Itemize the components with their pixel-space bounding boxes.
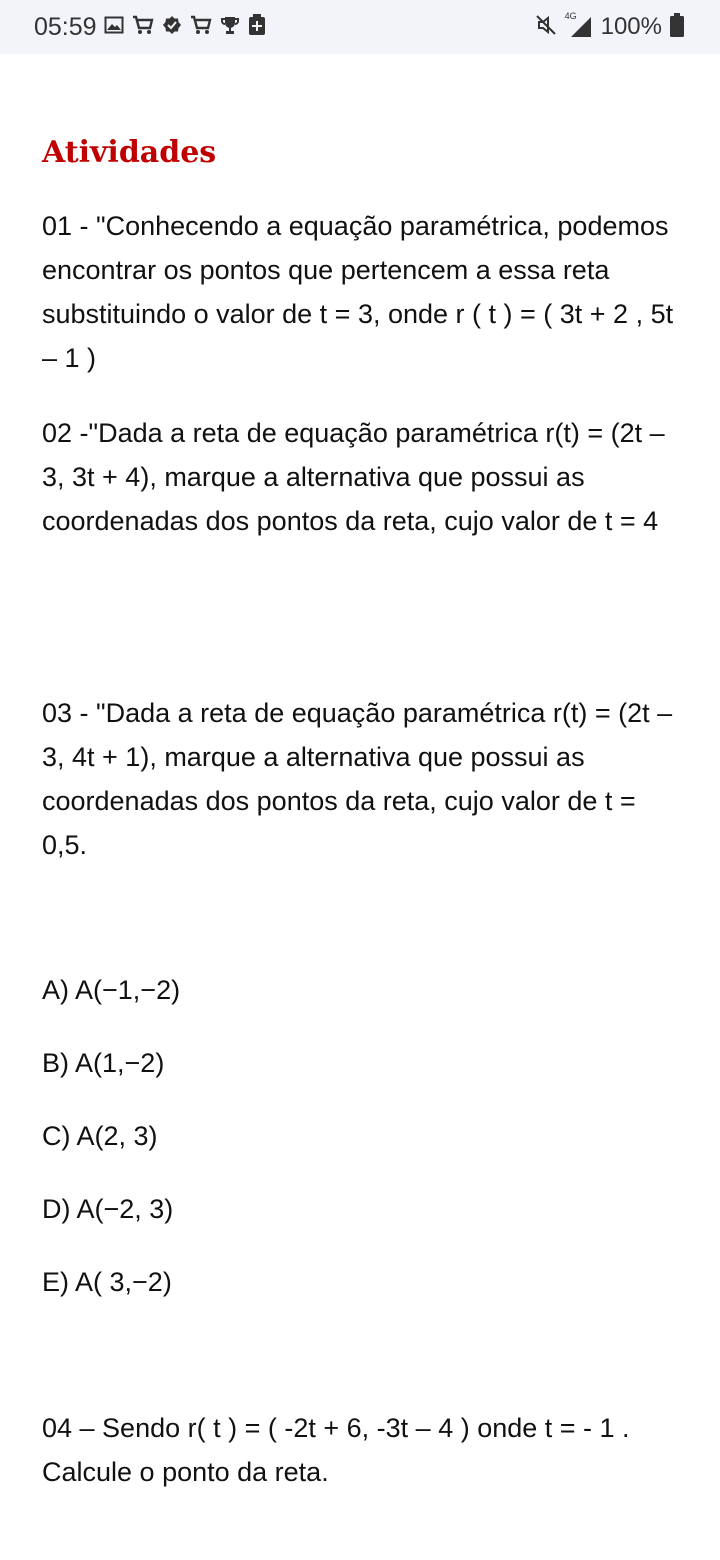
mute-icon [535,14,557,41]
option-e: E) A( 3,−2) [42,1267,172,1297]
question-02: 02 -"Dada a reta de equação paramétrica r(t) = (2t – 3, 3t + 4), marque a alternativa que possui as coordenadas dos pontos da reta, cujo valor de t = 4 [42,418,665,536]
battery-icon [670,13,684,42]
cart-icon [132,15,154,35]
status-bar [0,0,720,54]
question-03: 03 - "Dada a reta de equação paramétrica r(t) = (2t – 3, 4t + 1), marque a alternativa que possui as coordenadas dos pontos da reta, cujo valor de t = 0,5. [42,698,673,860]
medical-icon [248,14,266,36]
option-c: C) A(2, 3) [42,1121,158,1151]
signal-icon [564,11,593,39]
status-time: 05:59 [34,13,97,41]
notification-icons [104,14,266,36]
activities-content [42,120,678,1487]
option-b: B) A(1,−2) [42,1048,165,1078]
cart-icon [190,15,212,35]
option-d: D) A(−2, 3) [42,1194,174,1224]
image-icon [104,15,124,35]
network-type: 4G [564,11,577,21]
trophy-icon [220,15,240,35]
question-01: 01 - "Conhecendo a equação paramétrica, podemos encontrar os pontos que pertencem a essa reta substituindo o valor de t = 3, onde r ( t ) = ( 3t + 2 , 5t – 1 ) [42,211,674,373]
battery-percent: 100% [600,13,662,40]
page-title: Atividades [42,135,217,170]
question-04: 04 – Sendo r( t ) = ( -2t + 6, -3t – 4 ) onde t = - 1 . Calcule o ponto da reta. [42,1413,630,1487]
option-a: A) A(−1,−2) [42,975,181,1005]
system-status [535,12,684,42]
verified-icon [162,15,182,35]
